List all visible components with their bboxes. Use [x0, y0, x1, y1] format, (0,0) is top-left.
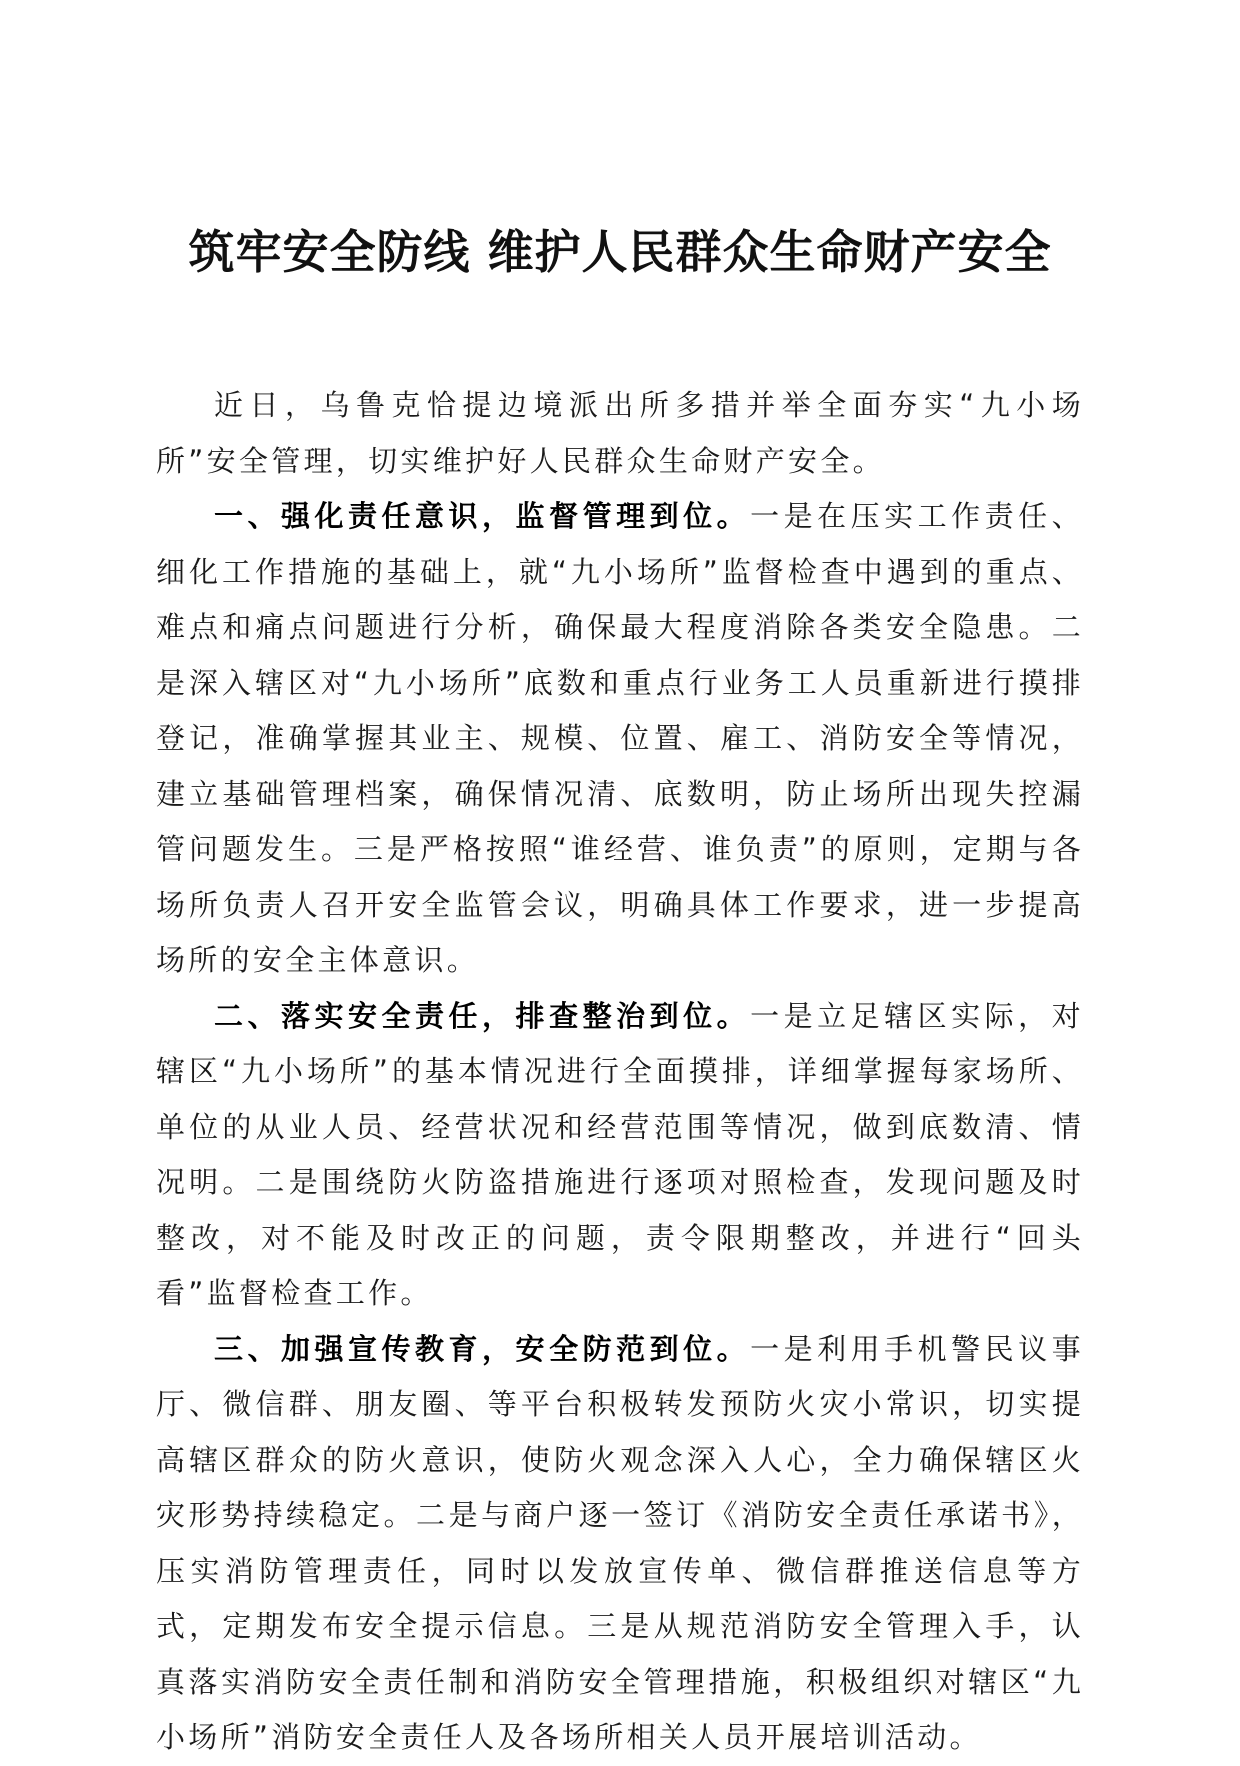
section-heading-2: 二、落实安全责任，排查整治到位。 [214, 998, 751, 1033]
section-paragraph-2 [156, 989, 1084, 1322]
section-text-2: 一是立足辖区实际，对辖区“九小场所”的基本情况进行全面摸排，详细掌握每家场所、单位的从业人员、经营状况和经营范围等情况，做到底数清、情况明。二是围绕防火防盗措施进行逐项对照检查，发现问题及时整改，对不能及时改正的问题，责令限期整改，并进行“回头看”监督检查工作。 [156, 998, 1084, 1310]
section-heading-3: 三、加强宣传教育，安全防范到位。 [214, 1331, 751, 1366]
document-body [156, 378, 1084, 1766]
section-text-1: 一是在压实工作责任、细化工作措施的基础上，就“九小场所”监督检查中遇到的重点、难点和痛点问题进行分析，确保最大程度消除各类安全隐患。二是深入辖区对“九小场所”底数和重点行业务工人员重新进行摸排登记，准确掌握其业主、规模、位置、雇工、消防安全等情况，建立基础管理档案，确保情况清、底数明，防止场所出现失控漏管问题发生。三是严格按照“谁经营、谁负责”的原则，定期与各场所负责人召开安全监管会议，明确具体工作要求，进一步提高场所的安全主体意识。 [156, 499, 1084, 977]
section-paragraph-3 [156, 1322, 1084, 1766]
document-title: 筑牢安全防线 维护人民群众生命财产安全 [188, 225, 1052, 279]
section-paragraph-1 [156, 489, 1084, 989]
section-heading-1: 一、强化责任意识，监督管理到位。 [214, 499, 751, 533]
intro-paragraph: 近日，乌鲁克恰提边境派出所多措并举全面夯实“九小场所”安全管理，切实维护好人民群众生命财产安全。 [156, 388, 1084, 478]
section-text-3: 一是利用手机警民议事厅、微信群、朋友圈、等平台积极转发预防火灾小常识，切实提高辖区群众的防火意识，使防火观念深入人心，全力确保辖区火灾形势持续稳定。二是与商户逐一签订《消防安全责任承诺书》，压实消防管理责任，同时以发放宣传单、微信群推送信息等方式，定期发布安全提示信息。三是从规范消防安全管理入手，认真落实消防安全责任制和消防安全管理措施，积极组织对辖区“九小场所”消防安全责任人及各场所相关人员开展培训活动。 [156, 1331, 1084, 1754]
